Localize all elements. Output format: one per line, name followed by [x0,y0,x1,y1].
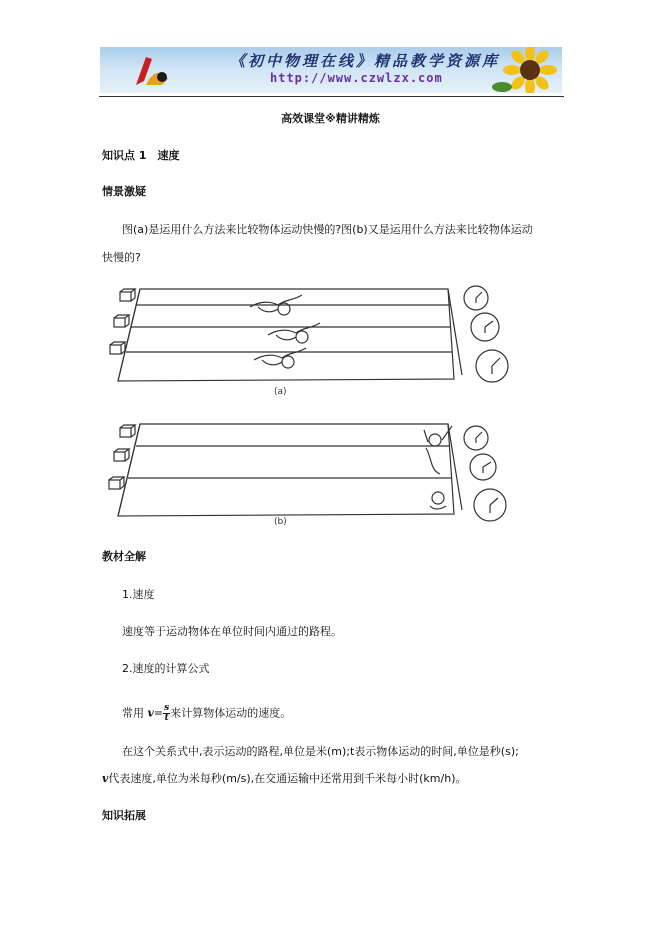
item2-title: 2.速度的计算公式 [122,662,210,675]
figure-b-caption: (b) [274,517,287,527]
figure-a [108,283,520,398]
sunflower-icon [490,47,560,93]
section-title: 知识点 1 速度 [102,149,180,162]
header-rule [99,96,564,97]
header-banner [100,47,562,93]
item1-text: 速度等于运动物体在单位时间内通过的路程。 [122,625,342,638]
formula-denominator: t [164,713,169,723]
banner-title: 《初中物理在线》精品教学资源库 [230,52,501,70]
formula-line [122,704,291,723]
site-logo-icon [132,51,172,89]
formula-v: v [147,706,154,720]
formula-numerator: s [164,703,170,713]
para-line-1: 在这个关系式中,表示运动的路程,单位是米(m);t表示物体运动的时间,单位是秒(s); [122,745,519,758]
figure-a-caption: (a) [274,387,287,397]
formula-suffix: 来计算物体运动的速度。 [170,706,292,720]
scenario-title: 情景激疑 [102,185,146,198]
para-line-2-text: 代表速度,单位为米每秒(m/s),在交通运输中还常用到千米每小时(km/h)。 [108,772,467,785]
question-line-1: 图(a)是运用什么方法来比较物体运动快慢的?图(b)又是运用什么方法来比较物体运动 [122,223,533,236]
explain-title: 教材全解 [102,550,146,563]
extend-title: 知识拓展 [102,809,146,822]
formula-eq: = [153,706,164,720]
page-heading: 高效课堂※精讲精炼 [281,112,380,125]
formula-prefix: 常用 [122,706,144,720]
item1-title: 1.速度 [122,588,155,601]
figure-b [108,418,520,530]
question-line-2: 快慢的? [102,251,141,264]
para-line-2 [102,772,466,786]
para-v: v [102,772,109,785]
banner-url[interactable]: http://www.czwlzx.com [270,71,443,85]
